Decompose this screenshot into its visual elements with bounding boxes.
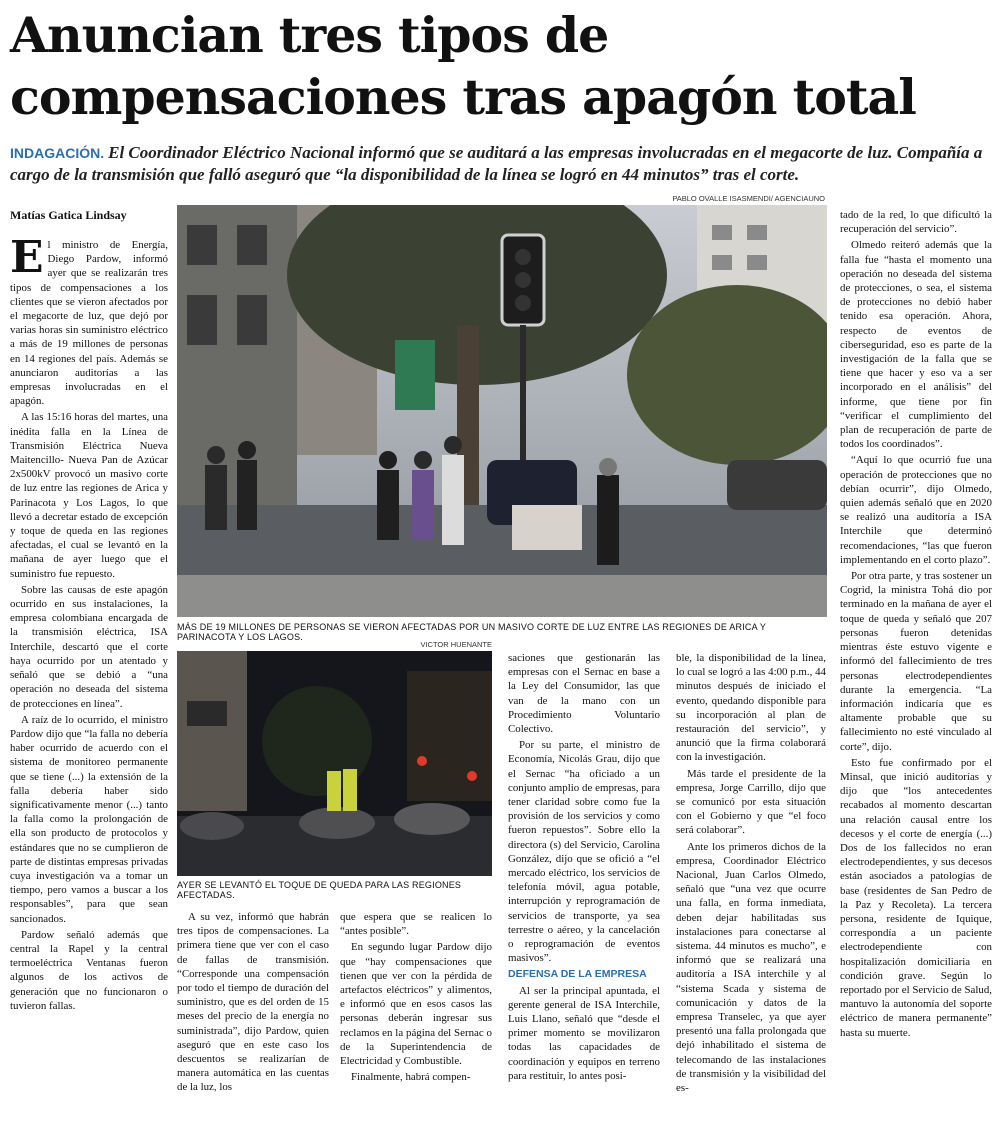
column-2 <box>177 910 329 1097</box>
column-6 <box>840 208 992 1042</box>
column-3 <box>340 910 492 1086</box>
headline: Anuncian tres tipos de compensaciones tras apagón total <box>10 6 916 126</box>
photo1-credit: PABLO OVALLE ISASMENDI/ AGENCIAUNO <box>672 194 825 203</box>
paragraph: “Aquí lo que ocurrió fue una operación de protecciones que no debían ocurrir”, dijo Olmedo, quien además señaló que en 2020 se realizó una auditoría a ISA Interchile que determinó recomendaciones, “las que fueron implementando en el corto plazo”. <box>840 454 992 566</box>
paragraph: Más tarde el presidente de la empresa, Jorge Carrillo, dijo que se comunicó por esta situación con el Gobierno y que “el foco será colaborar”. <box>676 767 826 837</box>
deck-text: El Coordinador Eléctrico Nacional informó que se auditará a las empresas involucradas en el megacorte de luz. Compañía a cargo de la transmisión que falló aseguró que “la disponibilidad de la línea se logró en 44 minutos” tras el corte. <box>10 143 983 184</box>
paragraph: Al ser la principal apuntada, el gerente general de ISA Interchile, Luis Llano, señaló que “desde el primer momento se movilizaron todas las capacidades de coordinación y equipos en terreno para restituir, lo antes posi- <box>508 984 660 1082</box>
paragraph: Esto fue confirmado por el Minsal, que inició auditorías y dijo que “los antecedentes recabados al momento descartan una relación causal entre los decesos y el corte de energía (...) Dos de los fallecidos no eran electrodependientes, y sus decesos están asociados a patologías de base (residentes de San Pedro de la Paz y Recoleta). La tercera persona, residente de Iquique, correspondía a un paciente electrodependiente con hospitalización domiciliaria en condición grave. Según lo reportado por el Servicio de Salud, mantuvo la autonomía del soporte eléctrico de manera permanente” hasta su muerte. <box>840 756 992 1039</box>
photo1-caption: MÁS DE 19 MILLONES DE PERSONAS SE VIERON AFECTADAS POR UN MASIVO CORTE DE LUZ ENTRE LAS REGIONES DE ARICA Y PARINACOTA Y LOS LAGOS. <box>177 622 766 642</box>
paragraph: Pardow señaló además que central la Rapel y la central termoeléctrica Ventanas fueron algunos de los activos de generación que no funcionaron o tuvieron fallas. <box>10 928 168 1012</box>
drop-cap: E <box>10 232 44 283</box>
byline: Matías Gatica Lindsay <box>10 208 127 222</box>
paragraph: Ante los primeros dichos de la empresa, Coordinador Eléctrico Nacional, Juan Carlos Olmedo, señaló que “una vez que ocurre una falla, en forma inmediata, deben dejar habilitadas sus instalaciones para conectarse al sistema. 44 minutos es mucho”, e informó que se realizará una auditoría a ISA interchile y al “sistema Scada y sistema de comunicación y datos de la empresa Transelec, ya que ayer presentó una falla prolongada que dejó inhabilitado el sistema de telecomando de las instalaciones de transmisión y la visibilidad del es- <box>676 840 826 1095</box>
paragraph: Sobre las causas de este apagón ocurrido en sus instalaciones, la empresa colombiana encargada de la transmisión eléctrica, ISA Interchile, descartó que el corte haya ocurrido por un atentado y señaló que se debió a “una operación no deseada del sistema de protecciones en línea”. <box>10 583 168 710</box>
column-5 <box>676 651 826 1097</box>
deck-tag: INDAGACIÓN. <box>10 145 105 161</box>
column-4 <box>508 651 660 1085</box>
column-1 <box>10 232 168 1015</box>
paragraph: tado de la red, lo que dificultó la recuperación del servicio”. <box>840 209 992 236</box>
paragraph: A su vez, informó que habrán tres tipos de compensaciones. La primera tiene que ver con el caso de fallas de transmisión. “Corresponde una compensación por todo el tiempo de duración del suministro, que es del orden de 15 meses del precio de la energía no suministrada”, dijo Pardow, quien aseguró que en este caso los descuentos se realizarían de manera automática en las cuentas de la luz, los <box>177 911 329 1094</box>
night-photo <box>177 651 492 876</box>
paragraph: ble, la disponibilidad de la línea, lo cual se logró a las 4:00 p.m., 44 minutos después de iniciado el evento, quedando disponible para su incorporación al plan de restauración del servicio”, y anunció que la firma colaborará con la investigación. <box>676 652 826 764</box>
paragraph: Por su parte, el ministro de Economía, Nicolás Grau, dijo que el Sernac “ha oficiado a un conjunto amplio de empresas, para tener claridad sobre como fue la provisión de los servicios y como fueron repuestos”. Sobre ello la directora (s) del Servicio, Carolina González, dijo que se ofició a “el mercado eléctrico, los servicios de telefonía móvil, agua potable, interrupción y reprogramación de servicios de transporte, ya sea terrestre o aéreo, y la cancelación o reprogramación de eventos masivos”. <box>508 739 660 965</box>
photo2-credit: VICTOR HUENANTE <box>420 640 492 649</box>
paragraph: Finalmente, habrá compen- <box>351 1071 471 1084</box>
deck <box>10 142 990 186</box>
photo2-caption: AYER SE LEVANTÓ EL TOQUE DE QUEDA PARA LAS REGIONES AFECTADAS. <box>177 880 462 900</box>
paragraph: que espera que se realicen lo “antes posible”. <box>340 911 492 938</box>
paragraph: Por otra parte, y tras sostener un Cogrid, la ministra Tohá dio por terminado en la mañana de ayer el toque de queda y señaló que 207 personas fueron detenidas mientras éste estuvo vigente e informó del fallecimiento de tres personas electrodependientes durante la emergencia. “La información indicaría que es altamente probable que su fallecimiento no esté vinculado al corte”, dijo. <box>840 570 992 753</box>
paragraph: saciones que gestionarán las empresas con el Sernac en base a la Ley del Consumidor, las que van de la mano con un Procedimiento Voluntario Colectivo. <box>508 652 660 736</box>
paragraph: El ministro de Energía, Diego Pardow, informó ayer que se realizarán tres tipos de compensaciones a los clientes que se vieron afectados por el megacorte de luz, que dejó por varias horas sin suministro eléctrico a más de 19 millones de personas en 14 regiones del país. Además se anunciaron auditorías a las empresas involucradas en el apagón. <box>10 232 168 408</box>
paragraph: A las 15:16 horas del martes, una inédita falla en la Línea de Transmisión Eléctrica Nueva Maitencillo- Nueva Pan de Azúcar 2x500kV provocó un masivo corte de luz entre las regiones de Arica y Parinacota y Los Lagos, lo que llevó a decretar estado de excepción y toque de queda en las regiones afectadas, el cual se levantó en la mañana de ayer luego que el suministro fue repuesto. <box>10 411 168 580</box>
paragraph: A raíz de lo ocurrido, el ministro Pardow dijo que “la falla no debería haber ocurrido de acuerdo con el sistema de monitoreo permanente que se tiene (...) la extensión de la falla debería haber sido significativamente menor (...) tanto la falla como la prolongación de ella son producto de protocolos y estándares que no se cumplieron de parte de distintas empresas privadas cuya investigación va a tomar un tiempo, pero vamos a buscar a los responsables”, para que sean sancionados. <box>10 713 168 925</box>
subhead: DEFENSA DE LA EMPRESA <box>508 968 647 981</box>
paragraph: En segundo lugar Pardow dijo que “hay compensaciones que tienen que ver con la pérdida de artefactos eléctricos” y alimentos, e informó que en esos casos las personas deberán ingresar sus reclamos en la página del Sernac o de la Superintendencia de Electricidad y Combustible. <box>340 941 492 1068</box>
main-photo <box>177 205 827 617</box>
paragraph: Olmedo reiteró además que la falla fue “hasta el momento una operación no deseada del sistema de protecciones, o sea, el sistema de protecciones no debió haber tenido esa operación. Ahora, respecto de eventos de ciberseguridad, eso es parte de la investigación de la falla que se tiene que hacer y eso va a ser incorporado en el análisis” del informe, que tiene por fin “verificar el cumplimiento del plan de recuperación de parte de todos los coordinados”. <box>840 239 992 451</box>
